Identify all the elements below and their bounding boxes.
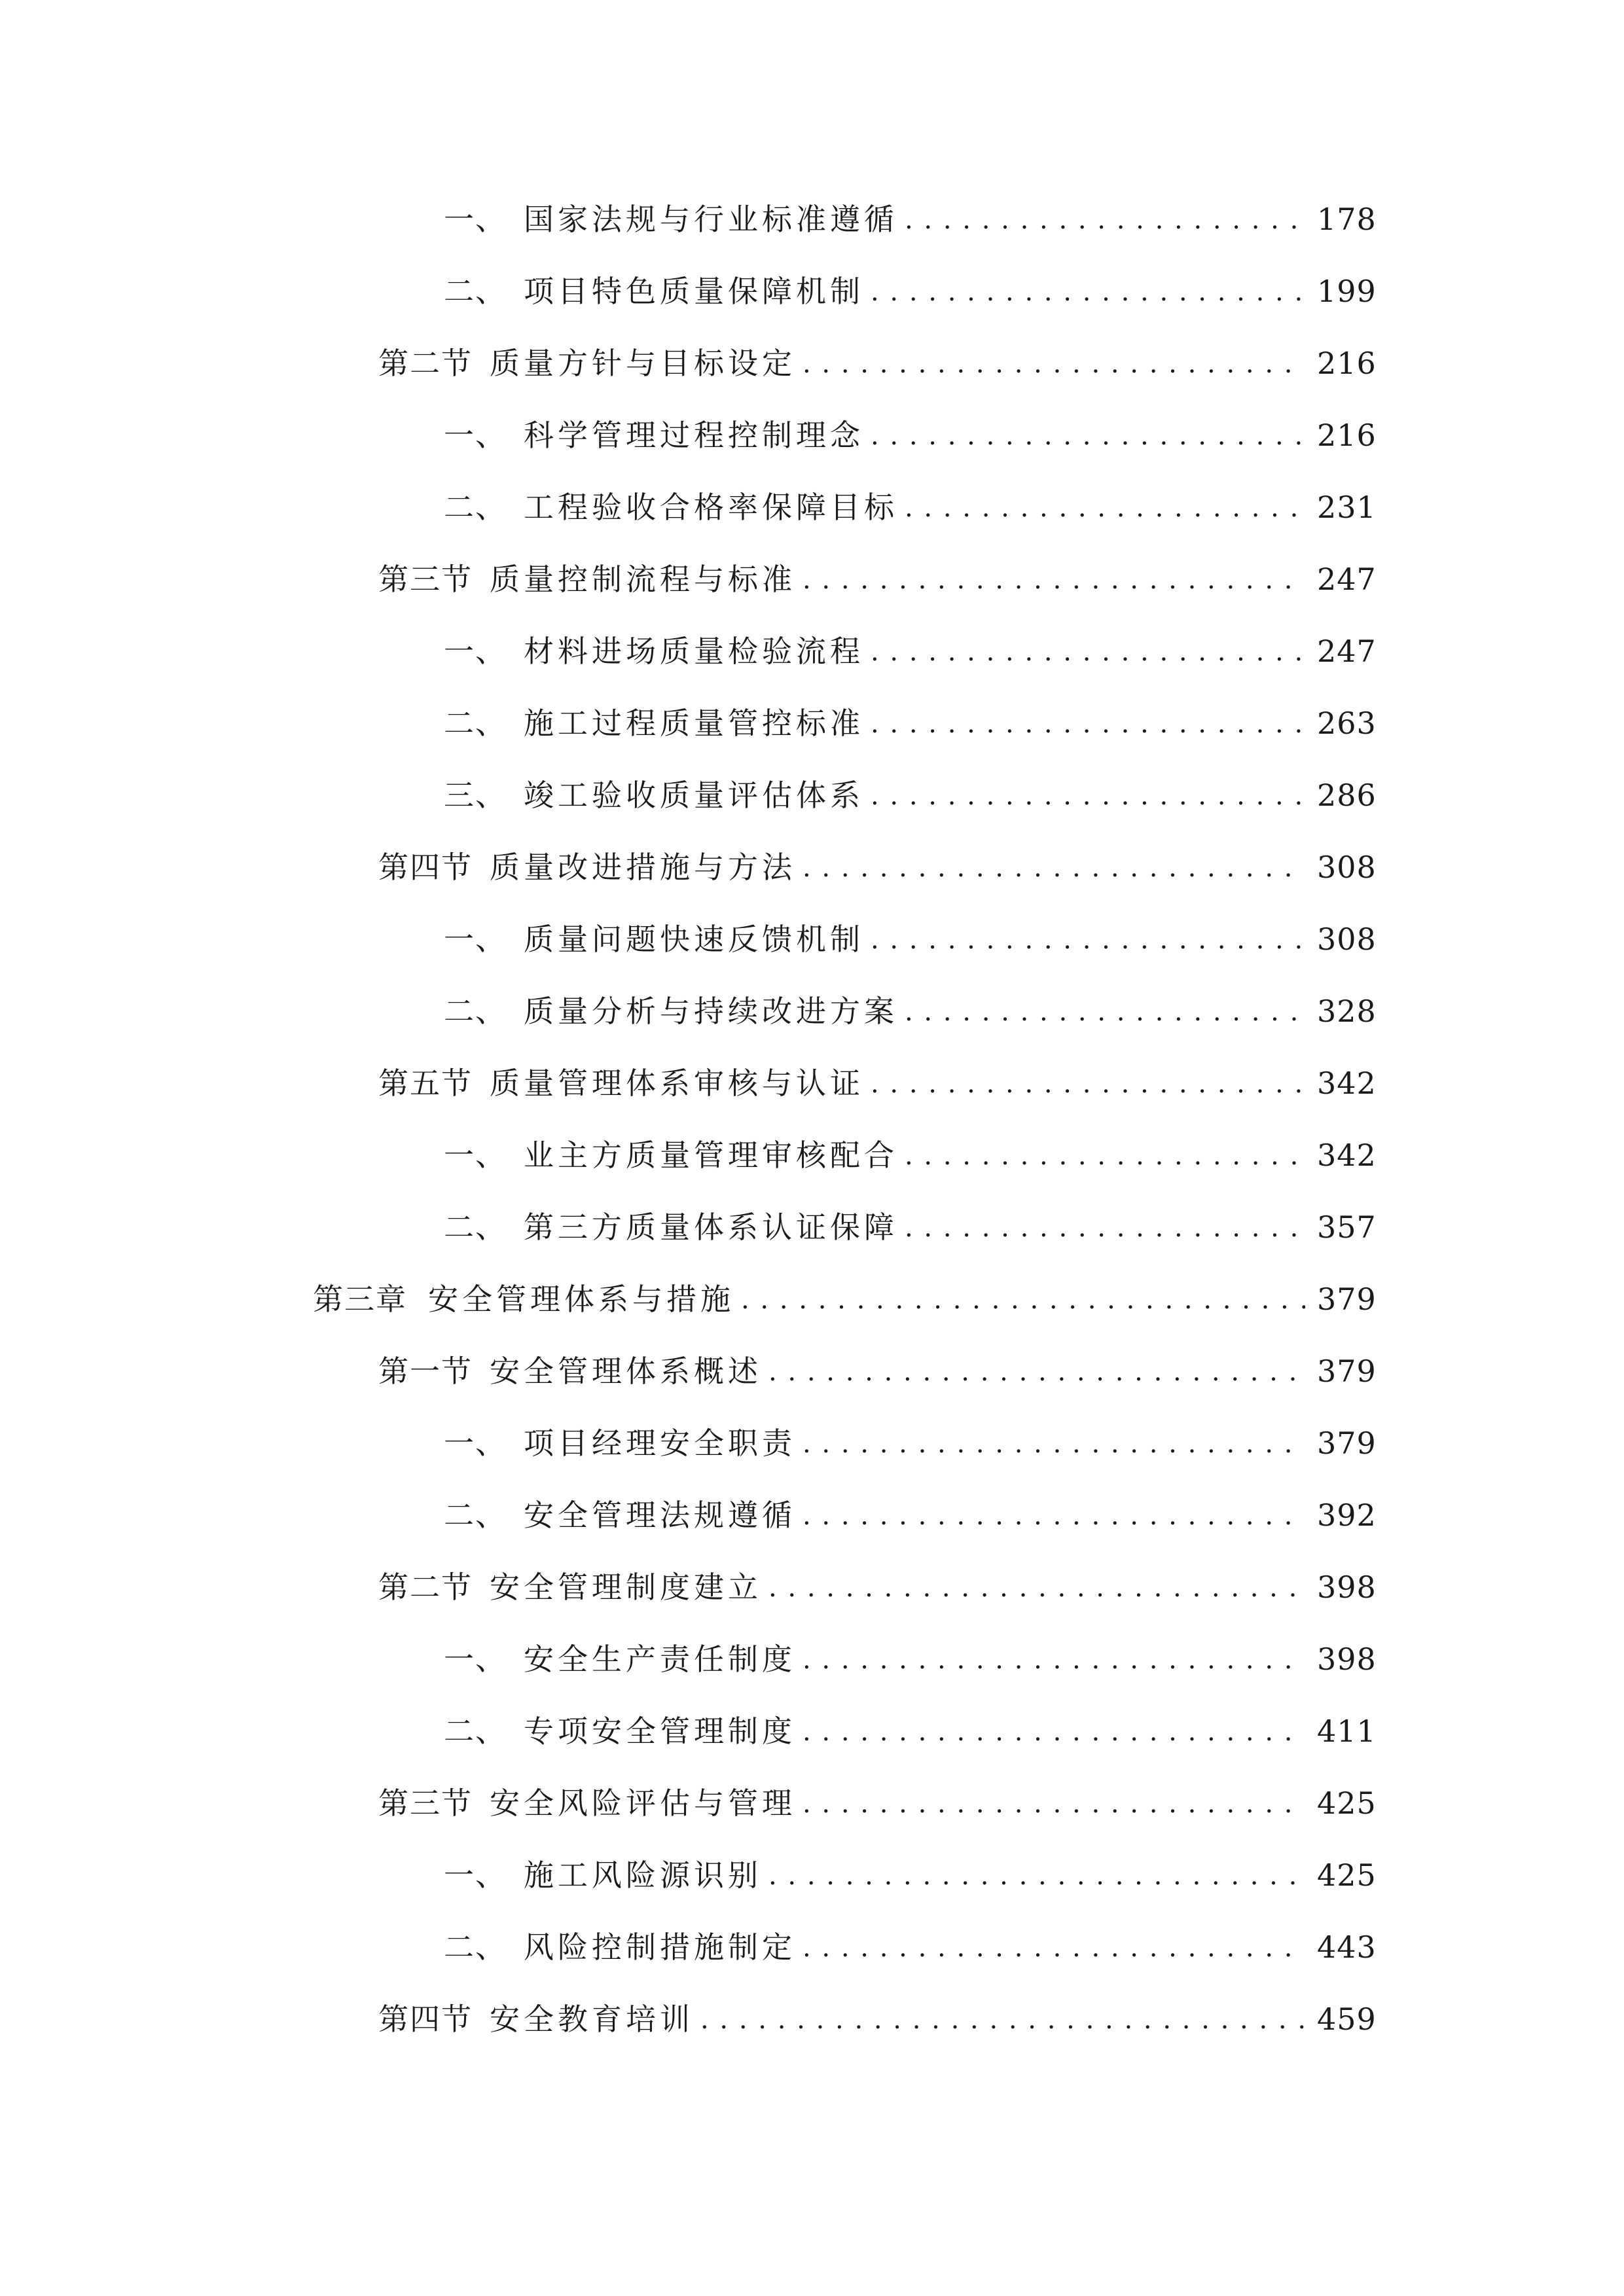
toc-entry-page-number: 379: [1317, 1354, 1377, 1389]
toc-entry-title: 安全风险评估与管理: [490, 1785, 796, 1821]
toc-entry-marker: 二、: [444, 1210, 507, 1245]
toc-entry-marker: 第五节: [378, 1066, 473, 1101]
toc-entry-title: 风险控制措施制定: [524, 1929, 796, 1965]
dot-leader: [803, 348, 1305, 378]
toc-entry[interactable]: [0, 399, 1624, 471]
dot-leader: [871, 420, 1305, 450]
toc-entry-marker: 第三节: [378, 1785, 473, 1821]
toc-entry-marker: 第三章: [313, 1282, 407, 1317]
dot-leader: [803, 1788, 1305, 1818]
toc-entry-marker: 第二节: [378, 346, 473, 381]
toc-entry-title: 国家法规与行业标准遵循: [524, 202, 898, 237]
toc-entry-marker: 三、: [444, 778, 507, 813]
dot-leader: [803, 1716, 1305, 1746]
toc-entry-page-number: 357: [1317, 1210, 1377, 1245]
toc-entry-title: 材料进场质量检验流程: [524, 634, 864, 669]
toc-entry-title: 工程验收合格率保障目标: [524, 490, 898, 525]
toc-entry-page-number: 379: [1317, 1282, 1377, 1317]
toc-entry-page-number: 398: [1317, 1570, 1377, 1605]
toc-entry[interactable]: [0, 687, 1624, 759]
toc-entry-title: 安全管理制度建立: [490, 1570, 762, 1605]
toc-entry-page-number: 425: [1317, 1785, 1377, 1821]
toc-entry-page-number: 216: [1317, 346, 1377, 381]
dot-leader: [905, 1212, 1305, 1242]
dot-leader: [905, 204, 1305, 234]
dot-leader: [700, 2004, 1305, 2034]
toc-entry[interactable]: [0, 471, 1624, 543]
toc-entry-page-number: 443: [1317, 1929, 1377, 1965]
toc-entry[interactable]: [0, 1983, 1624, 2055]
toc-entry-title: 施工风险源识别: [524, 1857, 762, 1893]
dot-leader: [905, 996, 1305, 1026]
toc-entry[interactable]: [0, 183, 1624, 255]
toc-entry-page-number: 308: [1317, 922, 1377, 957]
toc-entry-marker: 第一节: [378, 1354, 473, 1389]
toc-entry-page-number: 178: [1317, 202, 1377, 237]
dot-leader: [768, 1860, 1305, 1890]
dot-leader: [803, 1500, 1305, 1530]
toc-entry[interactable]: [0, 1767, 1624, 1839]
toc-entry-title: 安全管理法规遵循: [524, 1498, 796, 1533]
toc-entry[interactable]: [0, 1263, 1624, 1335]
toc-entry-marker: 二、: [444, 490, 507, 525]
toc-entry-marker: 一、: [444, 634, 507, 669]
dot-leader: [803, 564, 1305, 594]
dot-leader: [871, 636, 1305, 666]
toc-entry-title: 专项安全管理制度: [524, 1713, 796, 1749]
toc-entry-marker: 二、: [444, 994, 507, 1029]
toc-entry-title: 第三方质量体系认证保障: [524, 1210, 898, 1245]
dot-leader: [871, 924, 1305, 954]
toc-entry[interactable]: [0, 1191, 1624, 1263]
dot-leader: [871, 276, 1305, 306]
toc-entry[interactable]: [0, 975, 1624, 1047]
toc-entry-marker: 第四节: [378, 2001, 473, 2037]
toc-entry-marker: 一、: [444, 418, 507, 453]
toc-entry-page-number: 199: [1317, 274, 1377, 309]
toc-entry-page-number: 263: [1317, 706, 1377, 741]
toc-entry-marker: 一、: [444, 1426, 507, 1461]
toc-entry-title: 质量分析与持续改进方案: [524, 994, 898, 1029]
toc-entry[interactable]: [0, 1479, 1624, 1551]
dot-leader: [768, 1572, 1305, 1602]
toc-entry-marker: 二、: [444, 1713, 507, 1749]
toc-entry[interactable]: [0, 255, 1624, 327]
toc-entry-page-number: 308: [1317, 850, 1377, 885]
toc-entry-page-number: 247: [1317, 562, 1377, 597]
toc-entry-page-number: 379: [1317, 1426, 1377, 1461]
toc-entry-page-number: 342: [1317, 1138, 1377, 1173]
toc-entry-marker: 第二节: [378, 1570, 473, 1605]
dot-leader: [803, 1644, 1305, 1674]
toc-entry-page-number: 459: [1317, 2001, 1377, 2037]
toc-entry-marker: 一、: [444, 202, 507, 237]
toc-entry-title: 安全教育培训: [490, 2001, 694, 2037]
toc-entry[interactable]: [0, 1119, 1624, 1191]
toc-entry-title: 安全生产责任制度: [524, 1641, 796, 1677]
toc-entry-page-number: 411: [1317, 1713, 1377, 1749]
toc-entry-marker: 二、: [444, 706, 507, 741]
toc-entry-page-number: 392: [1317, 1498, 1377, 1533]
toc-entry-page-number: 398: [1317, 1641, 1377, 1677]
toc-entry-marker: 第三节: [378, 562, 473, 597]
toc-entry-title: 施工过程质量管控标准: [524, 706, 864, 741]
toc-entry-title: 科学管理过程控制理念: [524, 418, 864, 453]
toc-entry-title: 项目经理安全职责: [524, 1426, 796, 1461]
dot-leader: [741, 1284, 1305, 1314]
toc-entry[interactable]: [0, 1407, 1624, 1479]
toc-entry[interactable]: [0, 543, 1624, 615]
table-of-contents: [0, 183, 1624, 2055]
toc-entry[interactable]: [0, 1335, 1624, 1407]
toc-entry[interactable]: [0, 1047, 1624, 1119]
toc-entry-page-number: 286: [1317, 778, 1377, 813]
dot-leader: [768, 1356, 1305, 1386]
toc-entry[interactable]: [0, 1623, 1624, 1695]
toc-entry-marker: 二、: [444, 274, 507, 309]
toc-entry[interactable]: [0, 831, 1624, 903]
toc-entry[interactable]: [0, 1911, 1624, 1983]
dot-leader: [871, 1068, 1305, 1098]
toc-entry-marker: 一、: [444, 1641, 507, 1677]
toc-entry-marker: 二、: [444, 1498, 507, 1533]
dot-leader: [803, 1428, 1305, 1458]
toc-entry-page-number: 342: [1317, 1066, 1377, 1101]
toc-entry-title: 竣工验收质量评估体系: [524, 778, 864, 813]
toc-entry-marker: 第四节: [378, 850, 473, 885]
toc-entry-page-number: 216: [1317, 418, 1377, 453]
toc-entry[interactable]: [0, 327, 1624, 399]
dot-leader: [803, 1932, 1305, 1962]
toc-entry-marker: 一、: [444, 1138, 507, 1173]
toc-entry-title: 安全管理体系概述: [490, 1354, 762, 1389]
toc-entry-page-number: 425: [1317, 1857, 1377, 1893]
toc-entry-title: 质量控制流程与标准: [490, 562, 796, 597]
toc-entry[interactable]: [0, 1839, 1624, 1911]
dot-leader: [871, 780, 1305, 810]
toc-entry-page-number: 231: [1317, 490, 1377, 525]
toc-entry[interactable]: [0, 615, 1624, 687]
dot-leader: [803, 852, 1305, 882]
toc-entry-title: 业主方质量管理审核配合: [524, 1138, 898, 1173]
toc-entry-title: 安全管理体系与措施: [428, 1282, 734, 1317]
toc-entry-title: 质量问题快速反馈机制: [524, 922, 864, 957]
toc-entry[interactable]: [0, 1695, 1624, 1767]
toc-entry-title: 质量改进措施与方法: [490, 850, 796, 885]
dot-leader: [905, 492, 1305, 522]
toc-entry-marker: 一、: [444, 922, 507, 957]
toc-entry-title: 项目特色质量保障机制: [524, 274, 864, 309]
toc-entry[interactable]: [0, 903, 1624, 975]
toc-entry[interactable]: [0, 1551, 1624, 1623]
toc-entry-page-number: 328: [1317, 994, 1377, 1029]
dot-leader: [905, 1140, 1305, 1170]
toc-entry-title: 质量方针与目标设定: [490, 346, 796, 381]
toc-entry-title: 质量管理体系审核与认证: [490, 1066, 864, 1101]
toc-entry[interactable]: [0, 759, 1624, 831]
toc-entry-marker: 一、: [444, 1857, 507, 1893]
toc-entry-page-number: 247: [1317, 634, 1377, 669]
dot-leader: [871, 708, 1305, 738]
toc-entry-marker: 二、: [444, 1929, 507, 1965]
